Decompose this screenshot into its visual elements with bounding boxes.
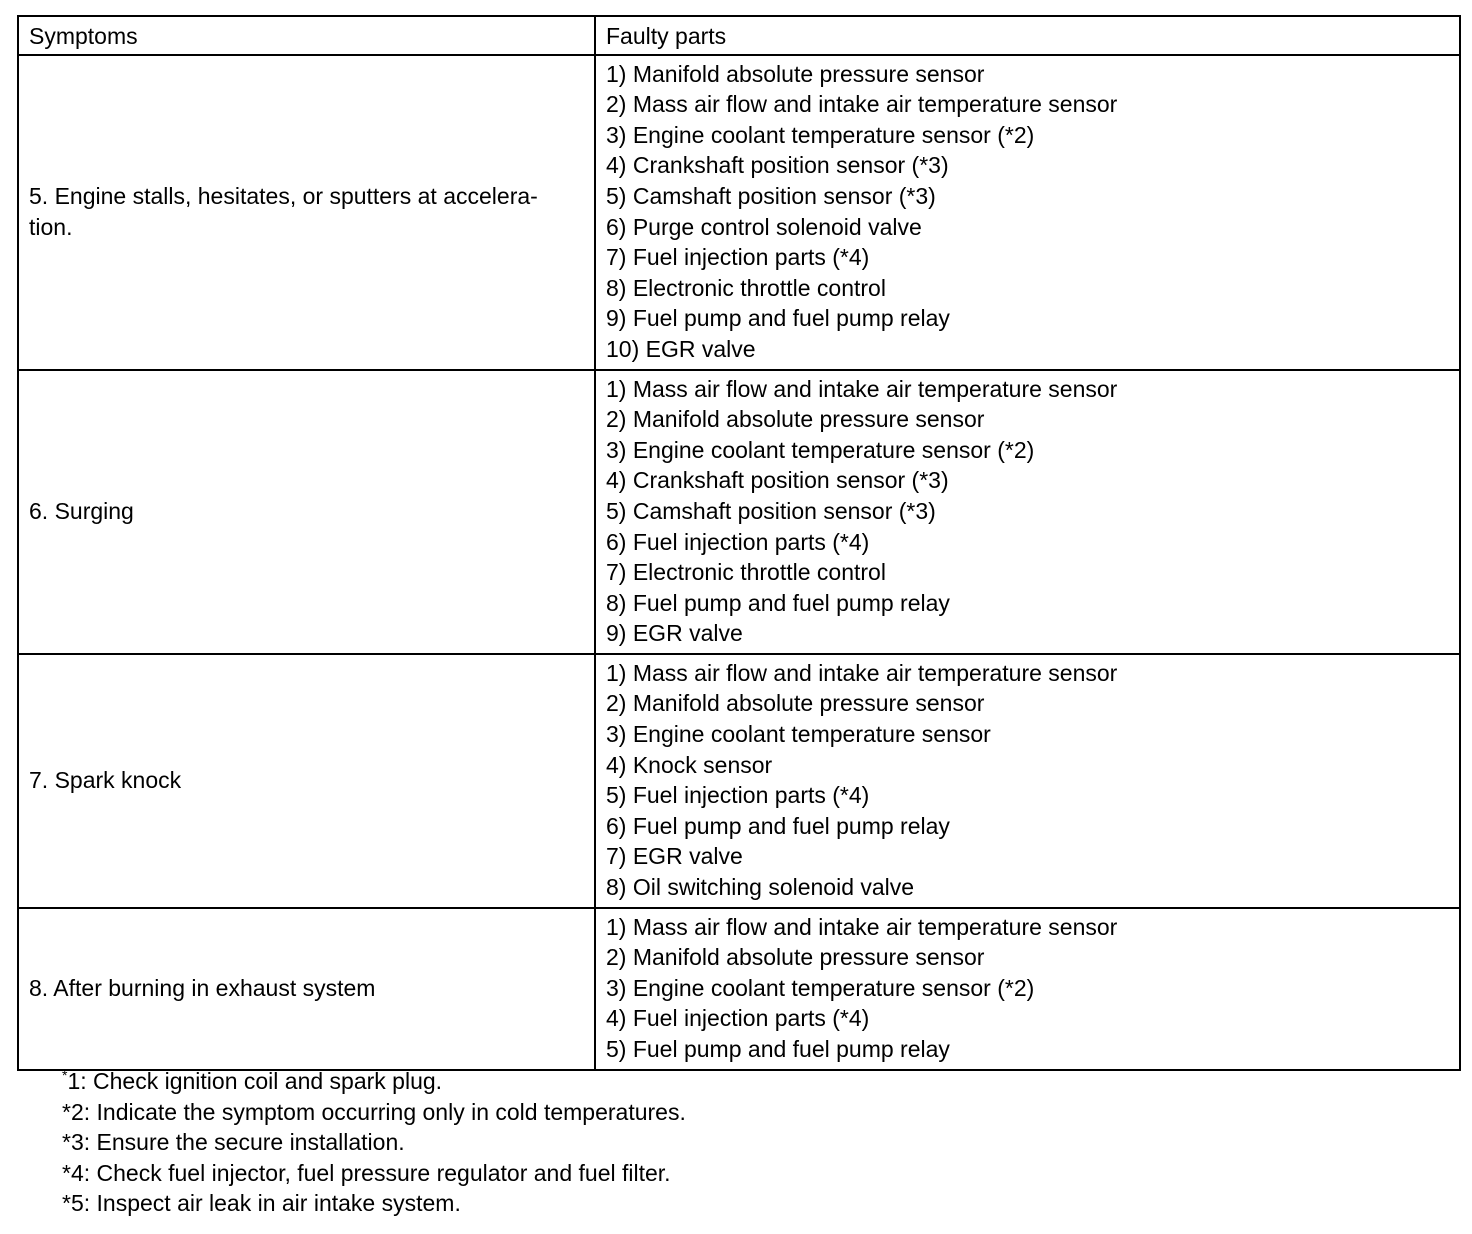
symptom-text: tion. xyxy=(29,214,73,241)
symptom-text: 6. Surging xyxy=(29,498,134,525)
faulty-parts-header: Faulty parts xyxy=(595,16,1460,55)
footnote-text: *4: Check fuel injector, fuel pressure regulator and fuel filter. xyxy=(62,1159,671,1186)
faulty-part-item: 4) Knock sensor xyxy=(606,751,773,778)
footnote-mark: * xyxy=(62,1067,68,1083)
faulty-part-item: 5) Camshaft position sensor (*3) xyxy=(606,182,936,209)
footnote xyxy=(62,1097,686,1128)
faulty-part-item: 1) Mass air flow and intake air temperature sensor xyxy=(606,375,1118,402)
symptom-text: 5. Engine stalls, hesitates, or sputters at accelera- xyxy=(29,183,538,210)
faulty-part-item: 1) Manifold absolute pressure sensor xyxy=(606,60,985,87)
footnote-text: *2: Indicate the symptom occurring only in cold temperatures. xyxy=(62,1098,686,1125)
faulty-parts-cell xyxy=(595,370,1460,654)
faulty-part-item: 8) Electronic throttle control xyxy=(606,274,886,301)
footnote-text: *5: Inspect air leak in air intake system. xyxy=(62,1190,461,1217)
symptom-text: 8. After burning in exhaust system xyxy=(29,975,376,1002)
faulty-part-item: 8) Fuel pump and fuel pump relay xyxy=(606,589,950,616)
table-header-row xyxy=(18,16,1460,55)
footnote xyxy=(62,1158,686,1189)
symptom-cell xyxy=(18,55,595,370)
faulty-part-item: 3) Engine coolant temperature sensor (*2) xyxy=(606,974,1035,1001)
document-page xyxy=(17,15,1459,1071)
faulty-part-item: 1) Mass air flow and intake air temperature sensor xyxy=(606,659,1118,686)
footnote xyxy=(62,1188,686,1219)
symptom-text: 7. Spark knock xyxy=(29,767,182,794)
table-row xyxy=(18,908,1460,1070)
faulty-part-item: 9) Fuel pump and fuel pump relay xyxy=(606,305,950,332)
faulty-part-item: 7) Electronic throttle control xyxy=(606,559,886,586)
faulty-part-item: 5) Fuel pump and fuel pump relay xyxy=(606,1036,950,1062)
faulty-part-item: 6) Fuel pump and fuel pump relay xyxy=(606,812,950,839)
symptom-cell xyxy=(18,370,595,654)
symptom-cell xyxy=(18,654,595,908)
faulty-part-item: 6) Fuel injection parts (*4) xyxy=(606,528,870,555)
faulty-parts-cell xyxy=(595,55,1460,370)
footnote-text: 1: Check ignition coil and spark plug. xyxy=(67,1068,443,1094)
faulty-part-item: 9) EGR valve xyxy=(606,620,743,647)
faulty-parts-cell xyxy=(595,908,1460,1070)
symptoms-header: Symptoms xyxy=(18,16,595,55)
faulty-part-item: 5) Fuel injection parts (*4) xyxy=(606,782,870,809)
footnote-text: *3: Ensure the secure installation. xyxy=(62,1129,405,1156)
footnote xyxy=(62,1066,686,1097)
table-row xyxy=(18,370,1460,654)
faulty-parts-cell xyxy=(595,654,1460,908)
faulty-part-item: 4) Crankshaft position sensor (*3) xyxy=(606,152,949,179)
table-row xyxy=(18,55,1460,370)
faulty-part-item: 7) Fuel injection parts (*4) xyxy=(606,244,870,271)
faulty-part-item: 4) Fuel injection parts (*4) xyxy=(606,1005,870,1032)
faulty-part-item: 3) Engine coolant temperature sensor xyxy=(606,721,991,748)
faulty-part-item: 10) EGR valve xyxy=(606,335,756,362)
faulty-part-item: 2) Manifold absolute pressure sensor xyxy=(606,406,985,433)
faulty-part-item: 5) Camshaft position sensor (*3) xyxy=(606,497,936,524)
symptoms-table xyxy=(17,15,1461,1071)
faulty-part-item: 2) Manifold absolute pressure sensor xyxy=(606,690,985,717)
faulty-part-item: 2) Manifold absolute pressure sensor xyxy=(606,944,985,971)
faulty-part-item: 8) Oil switching solenoid valve xyxy=(606,874,915,901)
table-row xyxy=(18,654,1460,908)
faulty-part-item: 6) Purge control solenoid valve xyxy=(606,213,922,240)
footnotes xyxy=(62,1066,686,1219)
faulty-part-item: 3) Engine coolant temperature sensor (*2) xyxy=(606,436,1035,463)
faulty-part-item: 1) Mass air flow and intake air temperature sensor xyxy=(606,913,1118,940)
faulty-part-item: 4) Crankshaft position sensor (*3) xyxy=(606,467,949,494)
table-body xyxy=(18,55,1460,1070)
footnote xyxy=(62,1127,686,1158)
faulty-part-item: 7) EGR valve xyxy=(606,843,743,870)
symptom-cell xyxy=(18,908,595,1070)
faulty-part-item: 3) Engine coolant temperature sensor (*2) xyxy=(606,121,1035,148)
faulty-part-item: 2) Mass air flow and intake air temperature sensor xyxy=(606,91,1118,118)
